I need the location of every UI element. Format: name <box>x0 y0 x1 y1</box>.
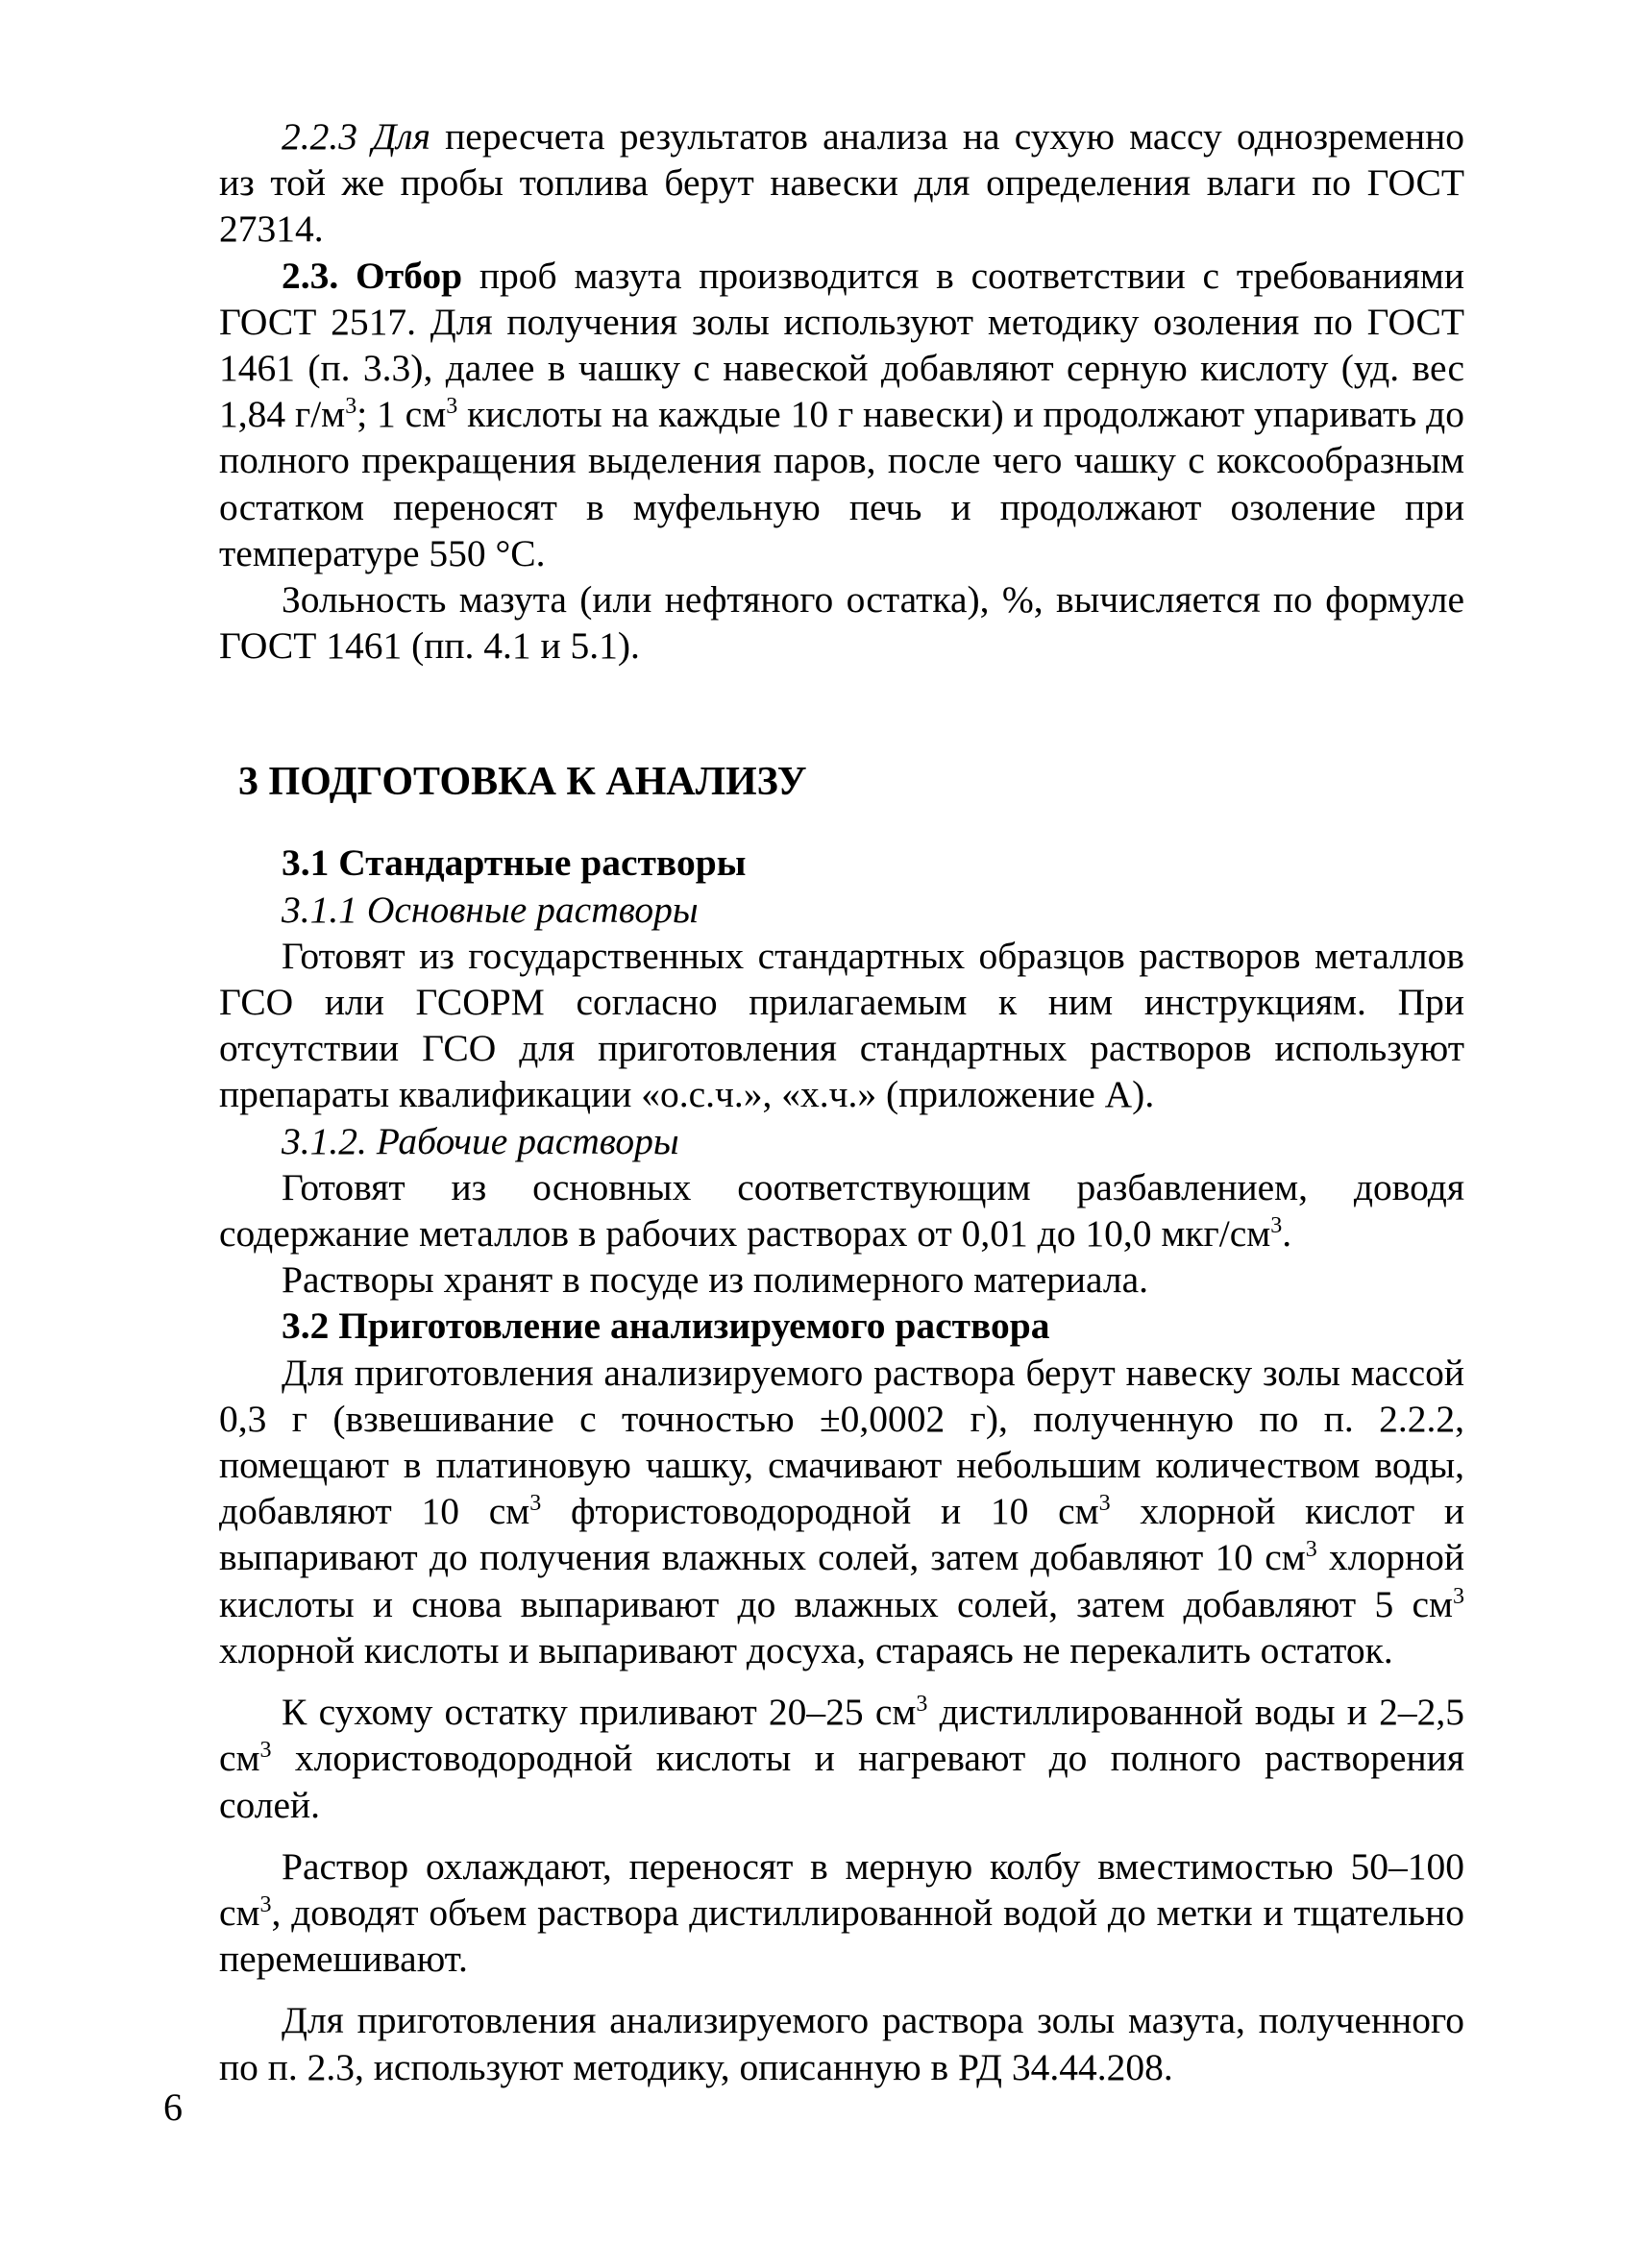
clause-label-2-2-3: 2.2.3 Для <box>282 115 430 158</box>
paragraph-3-2-b <box>219 1689 1464 1828</box>
paragraph-text: , доводят объем раствора дистиллированной водой до метки и тщательно перемешивают. <box>219 1890 1464 1981</box>
paragraph-text: К сухому остатку приливают 20–25 см <box>282 1691 917 1734</box>
superscript: 3 <box>345 394 357 420</box>
paragraph-text: ; 1 см <box>356 393 447 436</box>
paragraph-text: кислоты на каждые 10 г навески) и продолжают упаривать до полного прекращения выделения паров, после чего чашку с коксообразным остатком переносят в муфельную печь и продолжают озоление при температуре 550 °С. <box>219 393 1464 574</box>
subsection-heading-3-1-2: 3.1.2. Рабочие растворы <box>282 1119 679 1162</box>
superscript: 3 <box>259 1891 272 1917</box>
paragraph-text: пересчета результатов анализа на сухую массу однозременно из той же пробы топлива берут навески для определения влаги по ГОСТ 27314. <box>219 115 1464 251</box>
paragraph-3-2-a <box>219 1350 1464 1673</box>
superscript: 3 <box>1453 1583 1464 1609</box>
superscript: 3 <box>916 1692 928 1718</box>
clause-label-2-3: 2.3. Отбор <box>282 254 463 297</box>
superscript: 3 <box>446 394 458 420</box>
paragraph-text: хлорной кислоты и выпаривают досуха, стараясь не перекалить остаток. <box>219 1628 1393 1671</box>
paragraph-3-2-d: Для приготовления анализируемого раствора золы мазута, полученного по п. 2.3, используют методику, описанную в РД 34.44.208. <box>219 1999 1464 2088</box>
paragraph-text: проб мазута производится в соответствии с требованиями ГОСТ 2517. Для получения золы используют методику озоления по ГОСТ 1461 (п. 3.3), далее в чашку с навеской добавляют серную кислоту (уд. вес 1,84 г/м <box>219 254 1464 436</box>
chapter-heading-3: 3 ПОДГОТОВКА К АНАЛИЗУ <box>238 760 807 805</box>
paragraph-3-2-c <box>219 1843 1464 1983</box>
superscript: 3 <box>529 1491 542 1517</box>
paragraph-text: хлорной кислоты и снова выпаривают до влажных солей, затем добавляют 5 см <box>219 1536 1464 1625</box>
paragraph-3-1-1: Готовят из государственных стандартных образцов растворов металлов ГСО или ГСОРМ согласно прилагаемым к ним инструкциям. При отсутствии ГСО для приготовления стандартных растворов используют препараты квалификации «о.с.ч.», «х.ч.» (приложение А). <box>219 934 1464 1116</box>
paragraph-text: Раствор охлаждают, переносят в мерную колбу вместимостью 50–100 см <box>219 1844 1464 1934</box>
section-heading-3-2: 3.2 Приготовление анализируемого раствора <box>282 1305 1050 1348</box>
document-page <box>219 113 1464 2090</box>
section-heading-3-1: 3.1 Стандартные растворы <box>282 841 747 885</box>
paragraph-text: Готовят из основных соответствующим разбавлением, доводя содержание металлов в рабочих растворах от 0,01 до 10,0 мкг/см <box>219 1165 1464 1256</box>
paragraph-3-1-2 <box>219 1164 1464 1256</box>
superscript: 3 <box>1270 1213 1283 1239</box>
page-number: 6 <box>163 2085 183 2129</box>
paragraph-text: дистиллированной воды и 2–2,5 см <box>219 1691 1464 1780</box>
paragraph-text: Для приготовления анализируемого раствора берут навеску золы массой 0,3 г (взвешивание с точностью ±0,0002 г), полученную по п. 2.2.2, помещают в платиновую чашку, смачивают небольшим количеством воды, добавляют 10 см <box>219 1351 1464 1533</box>
paragraph-text: хлорной кислот и выпаривают до получения влажных солей, затем добавляют 10 см <box>219 1490 1464 1579</box>
paragraph-text: хлористоводородной кислоты и нагревают до полного растворения солей. <box>219 1737 1464 1826</box>
paragraph-2-2-3 <box>219 113 1464 253</box>
paragraph-ash-content: Зольность мазута (или нефтяного остатка), %, вычисляется по формуле ГОСТ 1461 (пп. 4.1 и 5.1). <box>219 578 1464 668</box>
superscript: 3 <box>259 1738 272 1764</box>
superscript: 3 <box>1098 1491 1111 1517</box>
paragraph-text: фтористоводородной и 10 см <box>541 1490 1099 1533</box>
subsection-heading-3-1-1: 3.1.1 Основные растворы <box>282 888 699 931</box>
superscript: 3 <box>1305 1537 1317 1563</box>
paragraph-2-3 <box>219 253 1464 576</box>
paragraph-text: . <box>1282 1212 1292 1256</box>
paragraph-storage: Растворы хранят в посуде из полимерного материала. <box>282 1258 1149 1302</box>
